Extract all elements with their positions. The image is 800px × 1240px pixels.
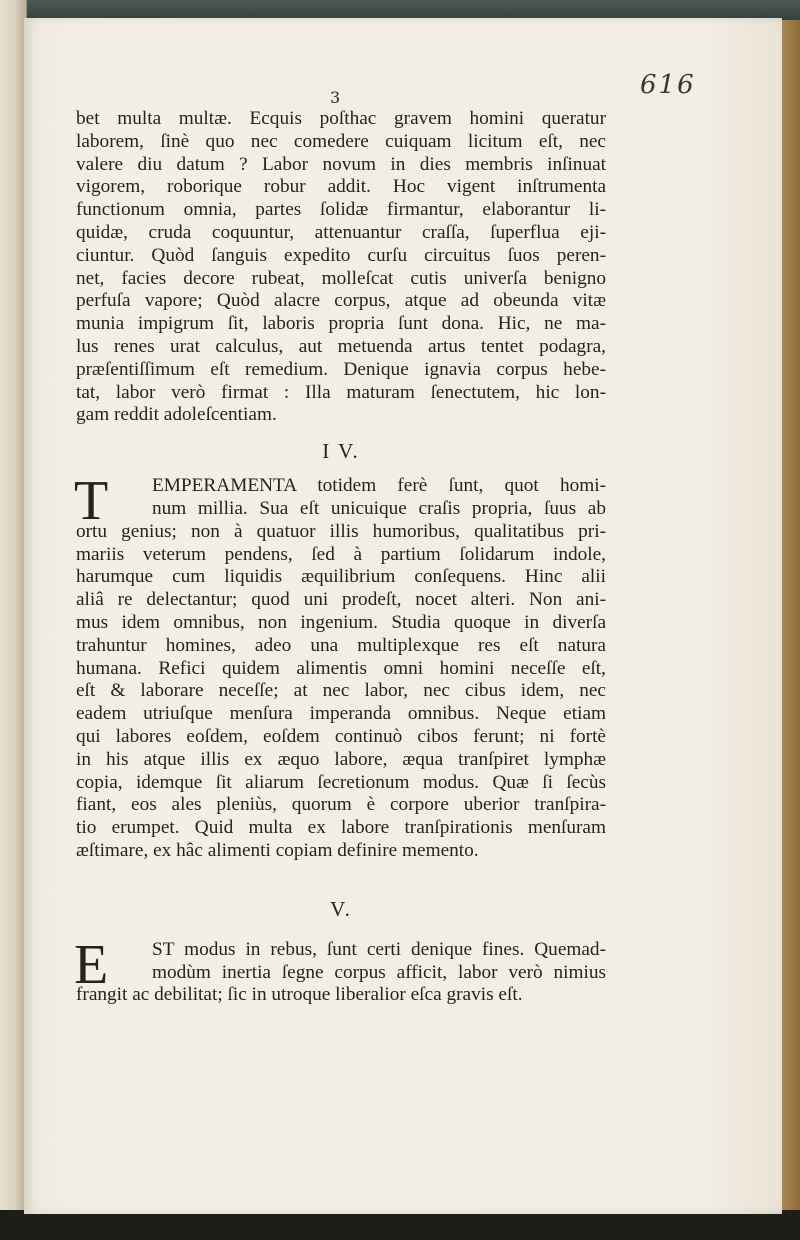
- text-line: ST modus in rebus, ſunt certi denique fines. Quemad-: [152, 938, 606, 960]
- text-line: functionum omnia, partes ſolidæ firmantur, elaborantur li-: [76, 199, 606, 221]
- text-line: copia, idemque ſit aliarum ſecretionum modus. Quæ ſi ſecùs: [76, 771, 606, 793]
- section-iv-paragraph: [74, 470, 606, 863]
- text-line: munia impigrum ſit, laboris propria ſunt dona. Hic, ne ma-: [76, 313, 606, 335]
- spacer: [76, 863, 606, 885]
- text-line: in his atque illis ex æquo labore, æqua tranſpiret lymphæ: [76, 748, 606, 770]
- text-line: valere diu datum ? Labor novum in dies membris inſinuat: [76, 153, 606, 175]
- text-line: trahuntur homines, adeo una multiplexque res eſt natura: [76, 634, 606, 656]
- facing-page-edge: [0, 0, 27, 1240]
- text-line: modùm inertia ſegne corpus afficit, labor verò nimius: [152, 961, 606, 983]
- text-line: EMPERAMENTA totidem ferè ſunt, quot homi-: [152, 475, 606, 497]
- text-line: quidæ, cruda coquuntur, attenuantur craſſa, ſuperflua eji-: [76, 221, 606, 243]
- drop-cap: E: [74, 933, 109, 996]
- text-line: qui labores eoſdem, eoſdem continuò cibos ferunt; ni fortè: [76, 725, 606, 747]
- text-line: humana. Refici quidem alimentis omni homini neceſſe eſt,: [76, 657, 606, 679]
- text-line: eſt & laborare neceſſe; at nec labor, nec cibus idem, nec: [76, 680, 606, 702]
- text-line: perfuſa vapore; Quòd alacre corpus, atque ad obeunda vitæ: [76, 290, 606, 312]
- text-line: eadem utriuſque menſura imperanda omnibus. Neque etiam: [76, 703, 606, 725]
- section-v-paragraph: [74, 933, 606, 1007]
- text-line: mariis veterum pendens, ſed à partium ſolidarum indole,: [76, 543, 606, 565]
- text-line: net, facies decore rubeat, molleſcat cutis univerſa benigno: [76, 267, 606, 289]
- page-text: [76, 108, 606, 1007]
- text-line: præſentiſſimum eſt remedium. Denique ignavia corpus hebe-: [76, 358, 606, 380]
- text-line: bet multa multæ. Ecquis poſthac gravem homini queratur: [76, 108, 606, 129]
- text-line: mus idem omnibus, non ingenium. Studia quoque in diverſa: [76, 611, 606, 633]
- handwritten-folio-number: 616: [640, 70, 696, 100]
- text-line: frangit ac debilitat; ſic in utroque liberalior eſca gravis eſt.: [76, 984, 523, 1006]
- text-line: gam reddit adoleſcentiam.: [76, 404, 277, 426]
- text-line: æſtimare, ex hâc alimenti copiam definire memento.: [76, 839, 479, 861]
- page-number: 3: [330, 88, 341, 107]
- drop-cap: T: [74, 470, 109, 533]
- text-line: tio erumpet. Quid multa ex labore tranſpirationis menſuram: [76, 817, 606, 839]
- text-line: aliâ re delectantur; quod uni prodeſt, nocet alteri. Non ani-: [76, 589, 606, 611]
- text-line: lus renes urat calculus, aut metuenda artus tentet podagra,: [76, 335, 606, 357]
- background-bottom: [0, 1210, 800, 1240]
- section-heading-iv: I V.: [322, 439, 360, 464]
- text-line: num millia. Sua eſt unicuique craſis propria, ſuus ab: [152, 497, 606, 519]
- section-heading-v: V.: [330, 896, 352, 921]
- text-line: laborem, ſinè quo nec comedere cuiquam licitum eſt, nec: [76, 130, 606, 152]
- paragraph-continued: [76, 108, 606, 427]
- text-line: harumque cum liquidis æquilibrium conſequens. Hinc alii: [76, 566, 606, 588]
- text-line: ciuntur. Quòd ſanguis expedito curſu circuitus ſuos peren-: [76, 244, 606, 266]
- text-line: ortu genius; non à quatuor illis humoribus, qualitatibus pri-: [76, 520, 606, 542]
- book-cover-edge: [780, 20, 800, 1240]
- text-line: vigorem, roborique robur addit. Hoc vigent inſtrumenta: [76, 176, 606, 198]
- text-line: fiant, eos ales pleniùs, quorum è corpore uberior tranſpira-: [76, 794, 606, 816]
- text-line: tat, labor verò firmat : Illa maturam ſenectutem, hic lon-: [76, 381, 606, 403]
